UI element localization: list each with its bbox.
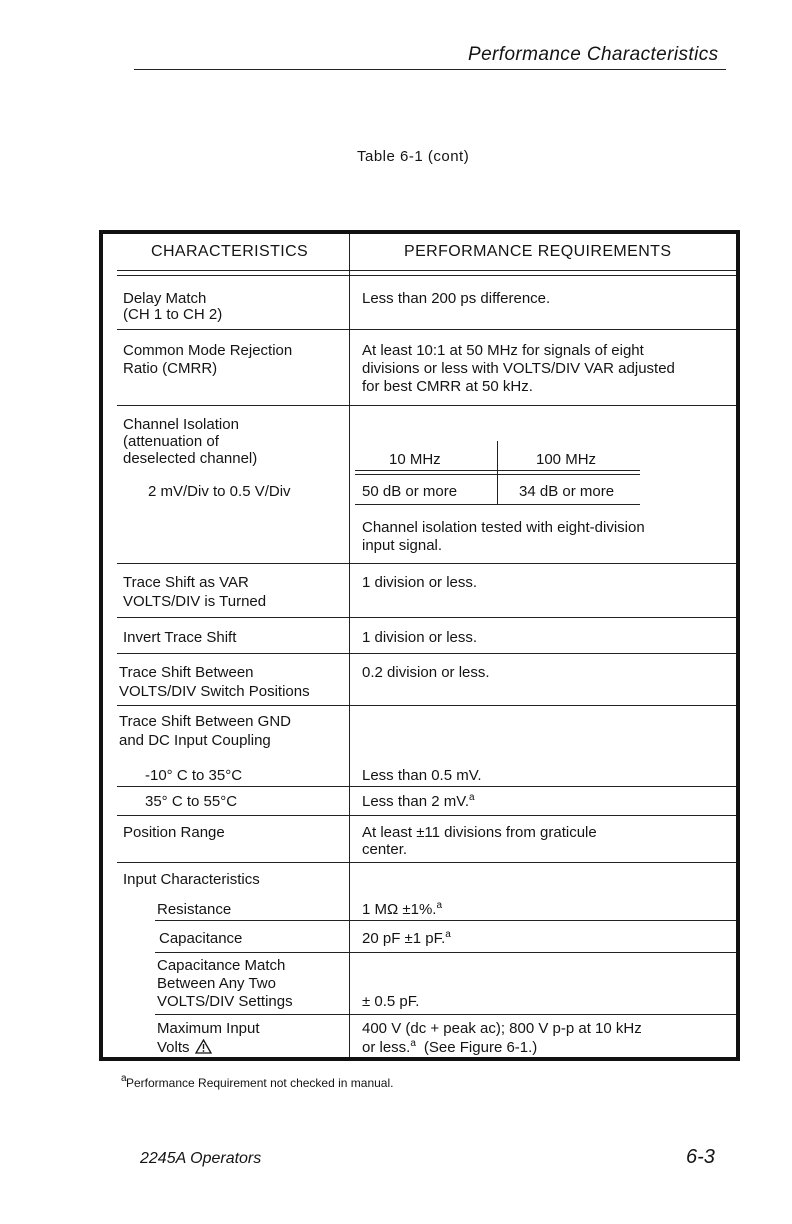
row-rule — [117, 329, 736, 330]
delay-match-label: Delay Match — [123, 290, 207, 307]
temp-range-2-requirement: Less than 2 mV.$^a$ — [362, 792, 475, 810]
position-range-requirement-2: center. — [362, 841, 408, 858]
col-header-requirements: PERFORMANCE REQUIREMENTS — [404, 243, 672, 260]
resistance-requirement: 1 MΩ ±1%.$^a$ — [362, 900, 443, 918]
trace-shift-var-label-2: VOLTS/DIV is Turned — [123, 593, 267, 610]
row-rule — [117, 815, 736, 816]
footnote-marker: a — [121, 1073, 127, 1084]
capacitance-match-label-2: Between Any Two — [157, 975, 276, 992]
row-rule — [117, 705, 736, 706]
table-caption: Table 6-1 (cont) — [357, 148, 470, 165]
cmrr-label: Common Mode Rejection — [123, 342, 293, 359]
header-double-rule-bottom — [117, 275, 736, 276]
row-rule — [117, 617, 736, 618]
trace-shift-var-requirement: 1 division or less. — [362, 574, 478, 591]
delay-match-label-2: (CH 1 to CH 2) — [123, 306, 223, 323]
trace-shift-gnd-dc-label-2: and DC Input Coupling — [119, 732, 271, 749]
col-header-characteristics: CHARACTERISTICS — [151, 243, 309, 260]
capacitance-requirement: 20 pF ±1 pF.$^a$ — [362, 929, 451, 947]
row-rule — [117, 653, 736, 654]
maximum-input-label-2: Volts — [157, 1039, 212, 1056]
running-header-title: Performance Characteristics — [468, 44, 719, 65]
maximum-input-requirement-2: or less.$^a$ (See Figure 6-1.) — [362, 1038, 538, 1056]
trace-shift-var-label: Trace Shift as VAR — [123, 574, 249, 591]
row-rule — [117, 786, 736, 787]
channel-isolation-label: Channel Isolation — [123, 416, 239, 433]
sub-row-rule — [155, 1014, 736, 1015]
temp-range-1-label: -10° C to 35°C — [145, 767, 243, 784]
temp-range-2-label: 35° C to 55°C — [145, 793, 238, 810]
maximum-input-requirement-1: 400 V (dc + peak ac); 800 V p-p at 10 kHz — [362, 1020, 642, 1037]
resistance-label: Resistance — [157, 901, 232, 918]
row-rule — [117, 862, 736, 863]
cmrr-requirement-3: for best CMRR at 50 kHz. — [362, 378, 533, 395]
isolation-note-1: Channel isolation tested with eight-division — [362, 519, 645, 536]
row-rule — [117, 405, 736, 406]
page-number: 6-3 — [686, 1146, 715, 1168]
isolation-col-100mhz: 100 MHz — [536, 451, 597, 468]
trace-shift-between-label: Trace Shift Between — [119, 664, 254, 681]
footnote-mark: a — [469, 792, 475, 803]
capacitance-match-requirement: ± 0.5 pF. — [362, 993, 420, 1010]
temp-range-1-requirement: Less than 0.5 mV. — [362, 767, 482, 784]
isolation-col-10mhz: 10 MHz — [389, 451, 441, 468]
input-characteristics-label: Input Characteristics — [123, 871, 260, 888]
position-range-label: Position Range — [123, 824, 225, 841]
invert-trace-shift-label: Invert Trace Shift — [123, 629, 237, 646]
trace-shift-between-requirement: 0.2 division or less. — [362, 664, 490, 681]
channel-isolation-label-2: (attenuation of — [123, 433, 219, 450]
isolation-value-100mhz: 34 dB or more — [519, 483, 615, 500]
capacitance-match-label-3: VOLTS/DIV Settings — [157, 993, 293, 1010]
trace-shift-between-label-2: VOLTS/DIV Switch Positions — [119, 683, 310, 700]
footnote-mark: a — [445, 929, 451, 940]
footer-manual-title: 2245A Operators — [140, 1150, 262, 1167]
capacitance-label: Capacitance — [159, 930, 243, 947]
maximum-input-label: Maximum Input — [157, 1020, 260, 1037]
cmrr-label-2: Ratio (CMRR) — [123, 360, 218, 377]
cmrr-requirement-2: divisions or less with VOLTS/DIV VAR adjusted — [362, 360, 675, 377]
position-range-requirement-1: At least ±11 divisions from graticule — [362, 824, 597, 841]
sub-row-rule — [155, 952, 736, 953]
isolation-subtable-rule-top — [355, 470, 640, 471]
footnote-mark: a — [436, 900, 443, 911]
isolation-value-10mhz: 50 dB or more — [362, 483, 458, 500]
channel-isolation-range: 2 mV/Div to 0.5 V/Div — [148, 483, 291, 500]
cmrr-requirement-1: At least 10:1 at 50 MHz for signals of eight — [362, 342, 644, 359]
header-rule — [134, 69, 726, 70]
sub-row-rule — [155, 920, 736, 921]
footnote-mark: a — [410, 1038, 416, 1049]
delay-match-requirement: Less than 200 ps difference. — [362, 290, 551, 307]
warning-triangle-icon — [195, 1039, 212, 1054]
isolation-subtable-rule-bottom — [355, 474, 640, 475]
isolation-note-2: input signal. — [362, 537, 443, 554]
capacitance-match-label: Capacitance Match — [157, 957, 286, 974]
channel-isolation-label-3: deselected channel) — [123, 450, 258, 467]
header-double-rule-top — [117, 270, 736, 271]
isolation-subtable-rule — [355, 504, 640, 505]
isolation-subtable-divider — [497, 441, 498, 505]
trace-shift-gnd-dc-label: Trace Shift Between GND — [119, 713, 292, 730]
column-divider — [349, 234, 350, 1057]
row-rule — [117, 563, 736, 564]
footnote-text: Performance Requirement not checked in manual. — [126, 1076, 394, 1090]
invert-trace-shift-requirement: 1 division or less. — [362, 629, 478, 646]
